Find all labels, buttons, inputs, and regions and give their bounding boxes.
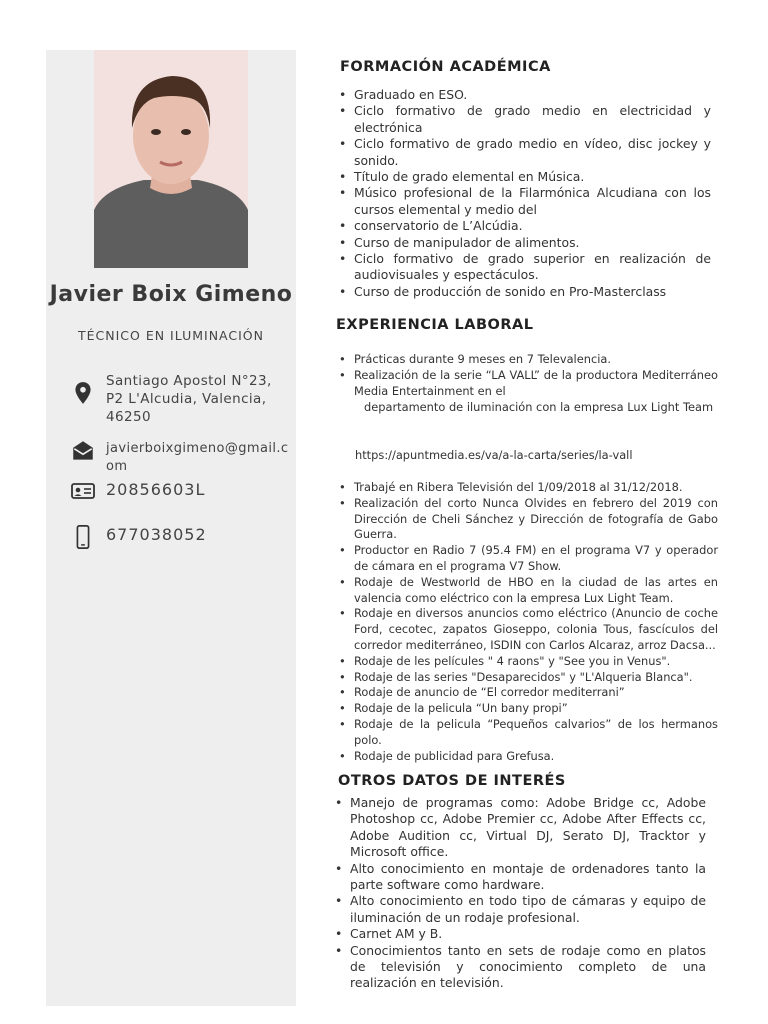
phone-number: 677038052 bbox=[106, 525, 207, 544]
list-item: • Ciclo formativo de grado superior en realización de audiovisuales y espectáculos. bbox=[336, 251, 711, 284]
list-item: • Rodaje en diversos anuncios como eléctrico (Anuncio de coche Ford, cecotec, zapatos Gioseppo, colonia Tous, fascículos del corredor mediterráneo, ISDIN con Carlos Alcaraz, arroz Dacsa... bbox=[336, 606, 718, 653]
address-text: Santiago Apostol N°23, P2 L'Alcudia, Valencia, 46250 bbox=[106, 373, 272, 425]
list-item: • Manejo de programas como: Adobe Bridge cc, Adobe Photoshop cc, Adobe Premier cc, Adobe After Effects cc, Adobe Audition cc, Virtual DJ, Serato DJ, Tracktor y Microsoft office. bbox=[332, 795, 706, 861]
education-list bbox=[336, 87, 711, 300]
id-number: 20856603L bbox=[106, 480, 206, 499]
list-item: • Ciclo formativo de grado medio en electricidad y electrónica bbox=[336, 103, 711, 136]
list-item: • Rodaje de publicidad para Grefusa. bbox=[336, 749, 718, 765]
list-item: • Curso de manipulador de alimentos. bbox=[336, 235, 711, 251]
list-item: • Ciclo formativo de grado medio en vídeo, disc jockey y sonido. bbox=[336, 136, 711, 169]
list-item: • Título de grado elemental en Música. bbox=[336, 169, 711, 185]
list-item: • Rodaje de Westworld de HBO en la ciudad de las artes en valencia como eléctrico con la empresa Lux Light Team. bbox=[336, 575, 718, 607]
sidebar bbox=[46, 50, 296, 1006]
list-item: • Productor en Radio 7 (95.4 FM) en el programa V7 y operador de cámara en el programa V7 Show. bbox=[336, 543, 718, 575]
list-item: • Trabajé en Ribera Televisión del 1/09/2018 al 31/12/2018. bbox=[336, 480, 718, 496]
list-item: • Graduado en ESO. bbox=[336, 87, 711, 103]
list-item: • Conocimientos tanto en sets de rodaje como en platos de televisión y conocimiento completo de una realización en televisión. bbox=[332, 943, 706, 992]
list-item: • Rodaje de anuncio de “El corredor mediterrani” bbox=[336, 685, 718, 701]
list-item: • Carnet AM y B. bbox=[332, 926, 706, 942]
list-item: • Realización del corto Nunca Olvides en febrero del 2019 con Dirección de Cheli Sánchez y Dirección de fotografía de Gabo Guerra. bbox=[336, 496, 718, 543]
person-name: Javier Boix Gimeno bbox=[49, 282, 293, 307]
list-item: • conservatorio de L’Alcúdia. bbox=[336, 218, 711, 234]
list-item: • Rodaje de la pelicula “Un bany propi” bbox=[336, 701, 718, 717]
experience-heading: EXPERIENCIA LABORAL bbox=[336, 317, 534, 333]
education-heading: FORMACIÓN ACADÉMICA bbox=[340, 59, 551, 75]
list-item: • Rodaje de la pelicula “Pequeños calvarios” de los hermanos polo. bbox=[336, 717, 718, 749]
list-item: • Rodaje de las series "Desaparecidos" y "L'Alqueria Blanca". bbox=[336, 670, 718, 686]
job-title: TÉCNICO EN ILUMINACIÓN bbox=[78, 328, 264, 343]
list-item: • Alto conocimiento en todo tipo de cámaras y equipo de iluminación de un rodaje profesional. bbox=[332, 893, 706, 926]
other-info-heading: OTROS DATOS DE INTERÉS bbox=[338, 773, 566, 789]
list-item: • Alto conocimiento en montaje de ordenadores tanto la parte software como hardware. bbox=[332, 861, 706, 894]
list-item: • Realización de la serie “LA VALL” de la productora Mediterráneo Media Entertainment en el bbox=[336, 368, 718, 400]
list-item: • Músico profesional de la Filarmónica Alcudiana con los cursos elemental y medio del bbox=[336, 185, 711, 218]
profile-photo bbox=[94, 50, 248, 268]
experience-continuation: departamento de iluminación con la empresa Lux Light Team bbox=[364, 400, 714, 414]
email-link[interactable]: javierboixgimeno@gmail.com bbox=[106, 441, 289, 474]
experience-list-a bbox=[336, 352, 718, 399]
id-card-icon bbox=[70, 478, 96, 504]
list-item: • Rodaje de les películes " 4 raons" y "See you in Venus". bbox=[336, 654, 718, 670]
location-pin-icon bbox=[70, 380, 96, 406]
list-item: • Curso de producción de sonido en Pro-Masterclass bbox=[336, 284, 711, 300]
envelope-icon bbox=[70, 438, 96, 464]
experience-list-b bbox=[336, 480, 718, 764]
mobile-phone-icon bbox=[70, 524, 96, 550]
series-url-link[interactable]: https://apuntmedia.es/va/a-la-carta/series/la-vall bbox=[355, 448, 633, 462]
other-info-list bbox=[332, 795, 706, 992]
list-item: • Prácticas durante 9 meses en 7 Televalencia. bbox=[336, 352, 718, 368]
